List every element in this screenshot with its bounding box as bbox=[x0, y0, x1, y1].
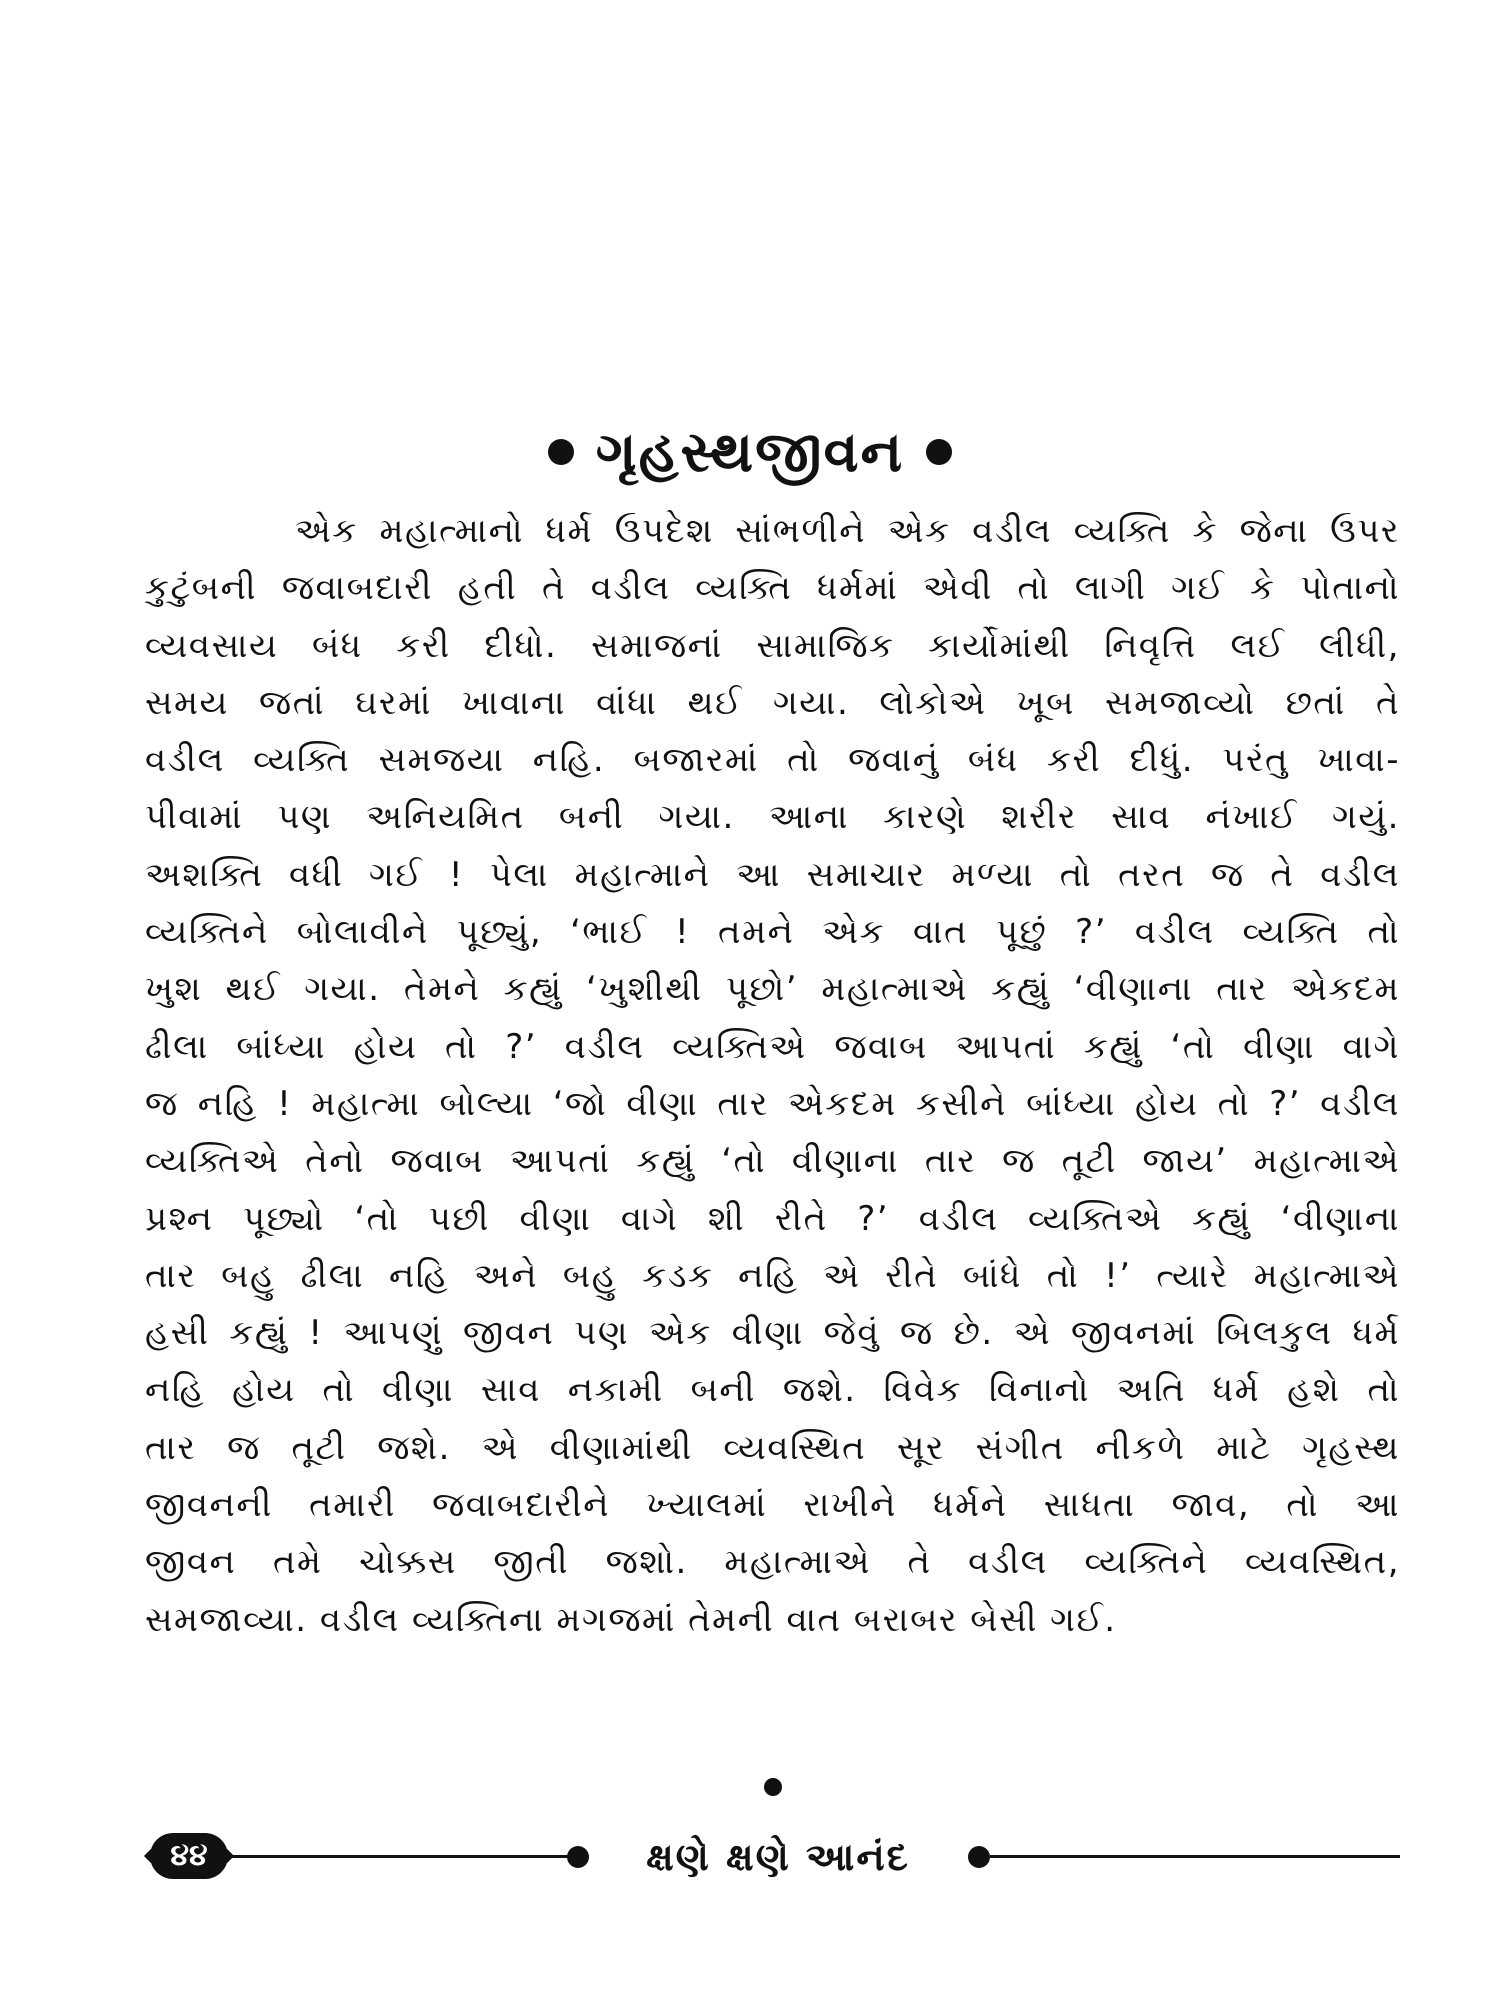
text-line: હસી કહ્યું ! આપણું જીવન પણ એક વીણા જેવું જ છે. એ જીવનમાં બિલકુલ ધર્મ bbox=[145, 1313, 1400, 1354]
text-line: ઢીલા બાંધ્યા હોય તો ?’ વડીલ વ્યક્તિએ જવાબ આપતાં કહ્યું ‘તો વીણા વાગે bbox=[145, 1026, 1400, 1067]
text-line: વ્યવસાય બંધ કરી દીધો. સમાજનાં સામાજિક કાર્યોમાંથી નિવૃત્તિ લઈ લીધી, bbox=[145, 625, 1400, 666]
footer-rule-left bbox=[225, 1855, 570, 1858]
text-line: તાર જ તૂટી જશે. એ વીણામાંથી વ્યવસ્થિત સૂર સંગીત નીકળે માટે ગૃહસ્થ bbox=[145, 1427, 1400, 1468]
text-line: સમજાવ્યા. વડીલ વ્યક્તિના મગજમાં તેમની વાત બરાબર બેસી ગઈ. bbox=[145, 1599, 1117, 1640]
text-line: પીવામાં પણ અનિયમિત બની ગયા. આના કારણે શરીર સાવ નંખાઈ ગયું. bbox=[145, 797, 1400, 838]
text-line: એક મહાત્માનો ધર્મ ઉપદેશ સાંભળીને એક વડીલ વ્યક્તિ કે જેના ઉપર bbox=[295, 511, 1400, 551]
section-end-dot-icon bbox=[764, 1778, 782, 1796]
page-footer bbox=[0, 1825, 1500, 1895]
text-line: ખુશ થઈ ગયા. તેમને કહ્યું ‘ખુશીથી પૂછો’ મહાત્માએ કહ્યું ‘વીણાના તાર એકદમ bbox=[145, 969, 1400, 1010]
text-line: પ્રશ્ન પૂછ્યો ‘તો પછી વીણા વાગે શી રીતે ?’ વડીલ વ્યક્તિએ કહ્યું ‘વીણાના bbox=[145, 1198, 1400, 1239]
text-line: જ નહિ ! મહાત્મા બોલ્યા ‘જો વીણા તાર એકદમ કસીને બાંધ્યા હોય તો ?’ વડીલ bbox=[145, 1083, 1400, 1124]
text-line: સમય જતાં ઘરમાં ખાવાના વાંધા થઈ ગયા. લોકોએ ખૂબ સમજાવ્યો છતાં તે bbox=[145, 682, 1400, 723]
text-line: વડીલ વ્યક્તિ સમજયા નહિ. બજારમાં તો જવાનું બંધ કરી દીધું. પરંતુ ખાવા- bbox=[145, 740, 1400, 781]
book-title: ક્ષણે ક્ષણે આનંદ bbox=[646, 1835, 910, 1879]
footer-dot-icon bbox=[968, 1846, 990, 1868]
text-line: નહિ હોય તો વીણા સાવ નકામી બની જશે. વિવેક વિનાનો અતિ ધર્મ હશે તો bbox=[145, 1370, 1400, 1411]
chapter-heading bbox=[0, 418, 1500, 488]
bullet-dot-icon bbox=[926, 439, 952, 465]
text-line: જીવનની તમારી જવાબદારીને ખ્યાલમાં રાખીને ધર્મને સાધતા જાવ, તો આ bbox=[145, 1485, 1400, 1526]
footer-rule-right bbox=[990, 1855, 1400, 1858]
text-line: વ્યક્તિને બોલાવીને પૂછ્યું, ‘ભાઈ ! તમને એક વાત પૂછું ?’ વડીલ વ્યક્તિ તો bbox=[145, 912, 1400, 953]
footer-dot-icon bbox=[567, 1846, 589, 1868]
chapter-title: ગૃહસ્થજીવન bbox=[595, 420, 905, 485]
text-line: અશક્તિ વધી ગઈ ! પેલા મહાત્માને આ સમાચાર મળ્યા તો તરત જ તે વડીલ bbox=[145, 854, 1400, 895]
body-paragraph bbox=[145, 503, 1400, 1649]
text-line: જીવન તમે ચોક્કસ જીતી જશો. મહાત્માએ તે વડીલ વ્યક્તિને વ્યવસ્થિત, bbox=[145, 1542, 1400, 1583]
page-number: ૪૪ bbox=[150, 1833, 228, 1879]
text-line: તાર બહુ ઢીલા નહિ અને બહુ કડક નહિ એ રીતે બાંધે તો !’ ત્યારે મહાત્માએ bbox=[145, 1255, 1400, 1296]
bullet-dot-icon bbox=[548, 439, 574, 465]
text-line: કુટુંબની જવાબદારી હતી તે વડીલ વ્યક્તિ ધર્મમાં એવી તો લાગી ગઈ કે પોતાનો bbox=[145, 568, 1400, 609]
text-line: વ્યક્તિએ તેનો જવાબ આપતાં કહ્યું ‘તો વીણાના તાર જ તૂટી જાય’ મહાત્માએ bbox=[145, 1141, 1400, 1182]
